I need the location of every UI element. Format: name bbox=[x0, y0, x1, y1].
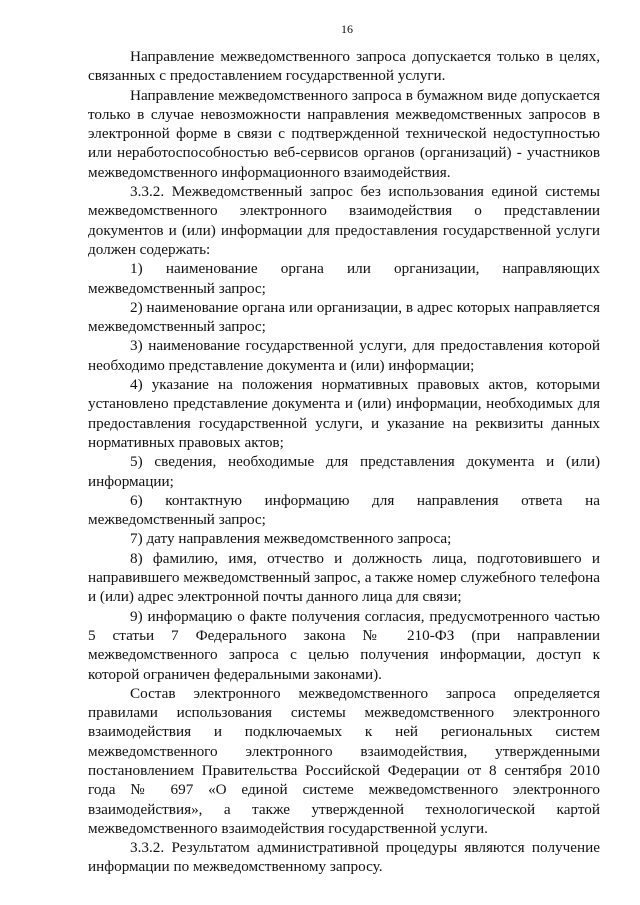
list-item-6: 6) контактную информацию для направления ответа на межведомственный запрос; bbox=[88, 491, 600, 529]
list-item-7: 7) дату направления межведомственного запроса; bbox=[130, 530, 452, 548]
paragraph-purpose-restriction: Направление межведомственного запроса допускается только в целях, связанных с предоставлением государственной услуги. bbox=[88, 48, 600, 85]
list-item-9: 9) информацию о факте получения согласия, предусмотренного частью 5 статьи 7 Федерального закона № 210-ФЗ (при направлении межведомственного запроса с целью получения информации, доступ к которой ограничен федеральными законами). bbox=[88, 607, 600, 683]
list-item-8: 8) фамилию, имя, отчество и должность лица, подготовившего и направившего межведомственный запрос, а также номер служебного телефона и (или) адрес электронной почты данного лица для связи; bbox=[88, 549, 600, 606]
list-item-4: 4) указание на положения нормативных правовых актов, которыми установлено представление документа и (или) информации, необходимых для предоставления государственной услуги, и указание на реквизиты данных нормативных правовых актов; bbox=[88, 376, 600, 451]
list-item-1: 1) наименование органа или организации, направляющих межведомственный запрос; bbox=[88, 260, 600, 297]
paragraph-section-3-3-2: 3.3.2. Межведомственный запрос без использования единой системы межведомственного электронного взаимодействия о представлении документов и (или) информации для предоставления государственной услуги должен содержать: bbox=[88, 183, 600, 258]
page-number: 16 bbox=[341, 22, 353, 36]
document-page bbox=[88, 22, 600, 877]
paragraph-electronic-request-composition: Состав электронного межведомственного запроса определяется правилами использования системы межведомственного электронного взаимодействия и подключаемых к ней региональных систем межведомственного электронного взаимодействия, утвержденными постановлением Правительства Российской Федерации от 8 сентября 2010 года № 697 «О единой системе межведомственного электронного взаимодействия», а также утвержденной технологической картой межведомственного взаимодействия государственной услуги. bbox=[88, 684, 600, 837]
list-item-5: 5) сведения, необходимые для представления документа и (или) информации; bbox=[88, 453, 600, 490]
paragraph-paper-request: Направление межведомственного запроса в бумажном виде допускается только в случае невозможности направления межведомственных запросов в электронной форме в связи с подтвержденной технической недоступностью или неработоспособностью веб-сервисов органов (организаций) - участников межведомственного информационного взаимодействия. bbox=[88, 86, 600, 181]
paragraph-procedure-result: 3.3.2. Результатом административной процедуры являются получение информации по межведомственному запросу. bbox=[88, 839, 600, 876]
list-item-2: 2) наименование органа или организации, в адрес которых направляется межведомственный запрос; bbox=[88, 298, 600, 336]
list-item-3: 3) наименование государственной услуги, для предоставления которой необходимо представление документа и (или) информации; bbox=[88, 337, 600, 374]
